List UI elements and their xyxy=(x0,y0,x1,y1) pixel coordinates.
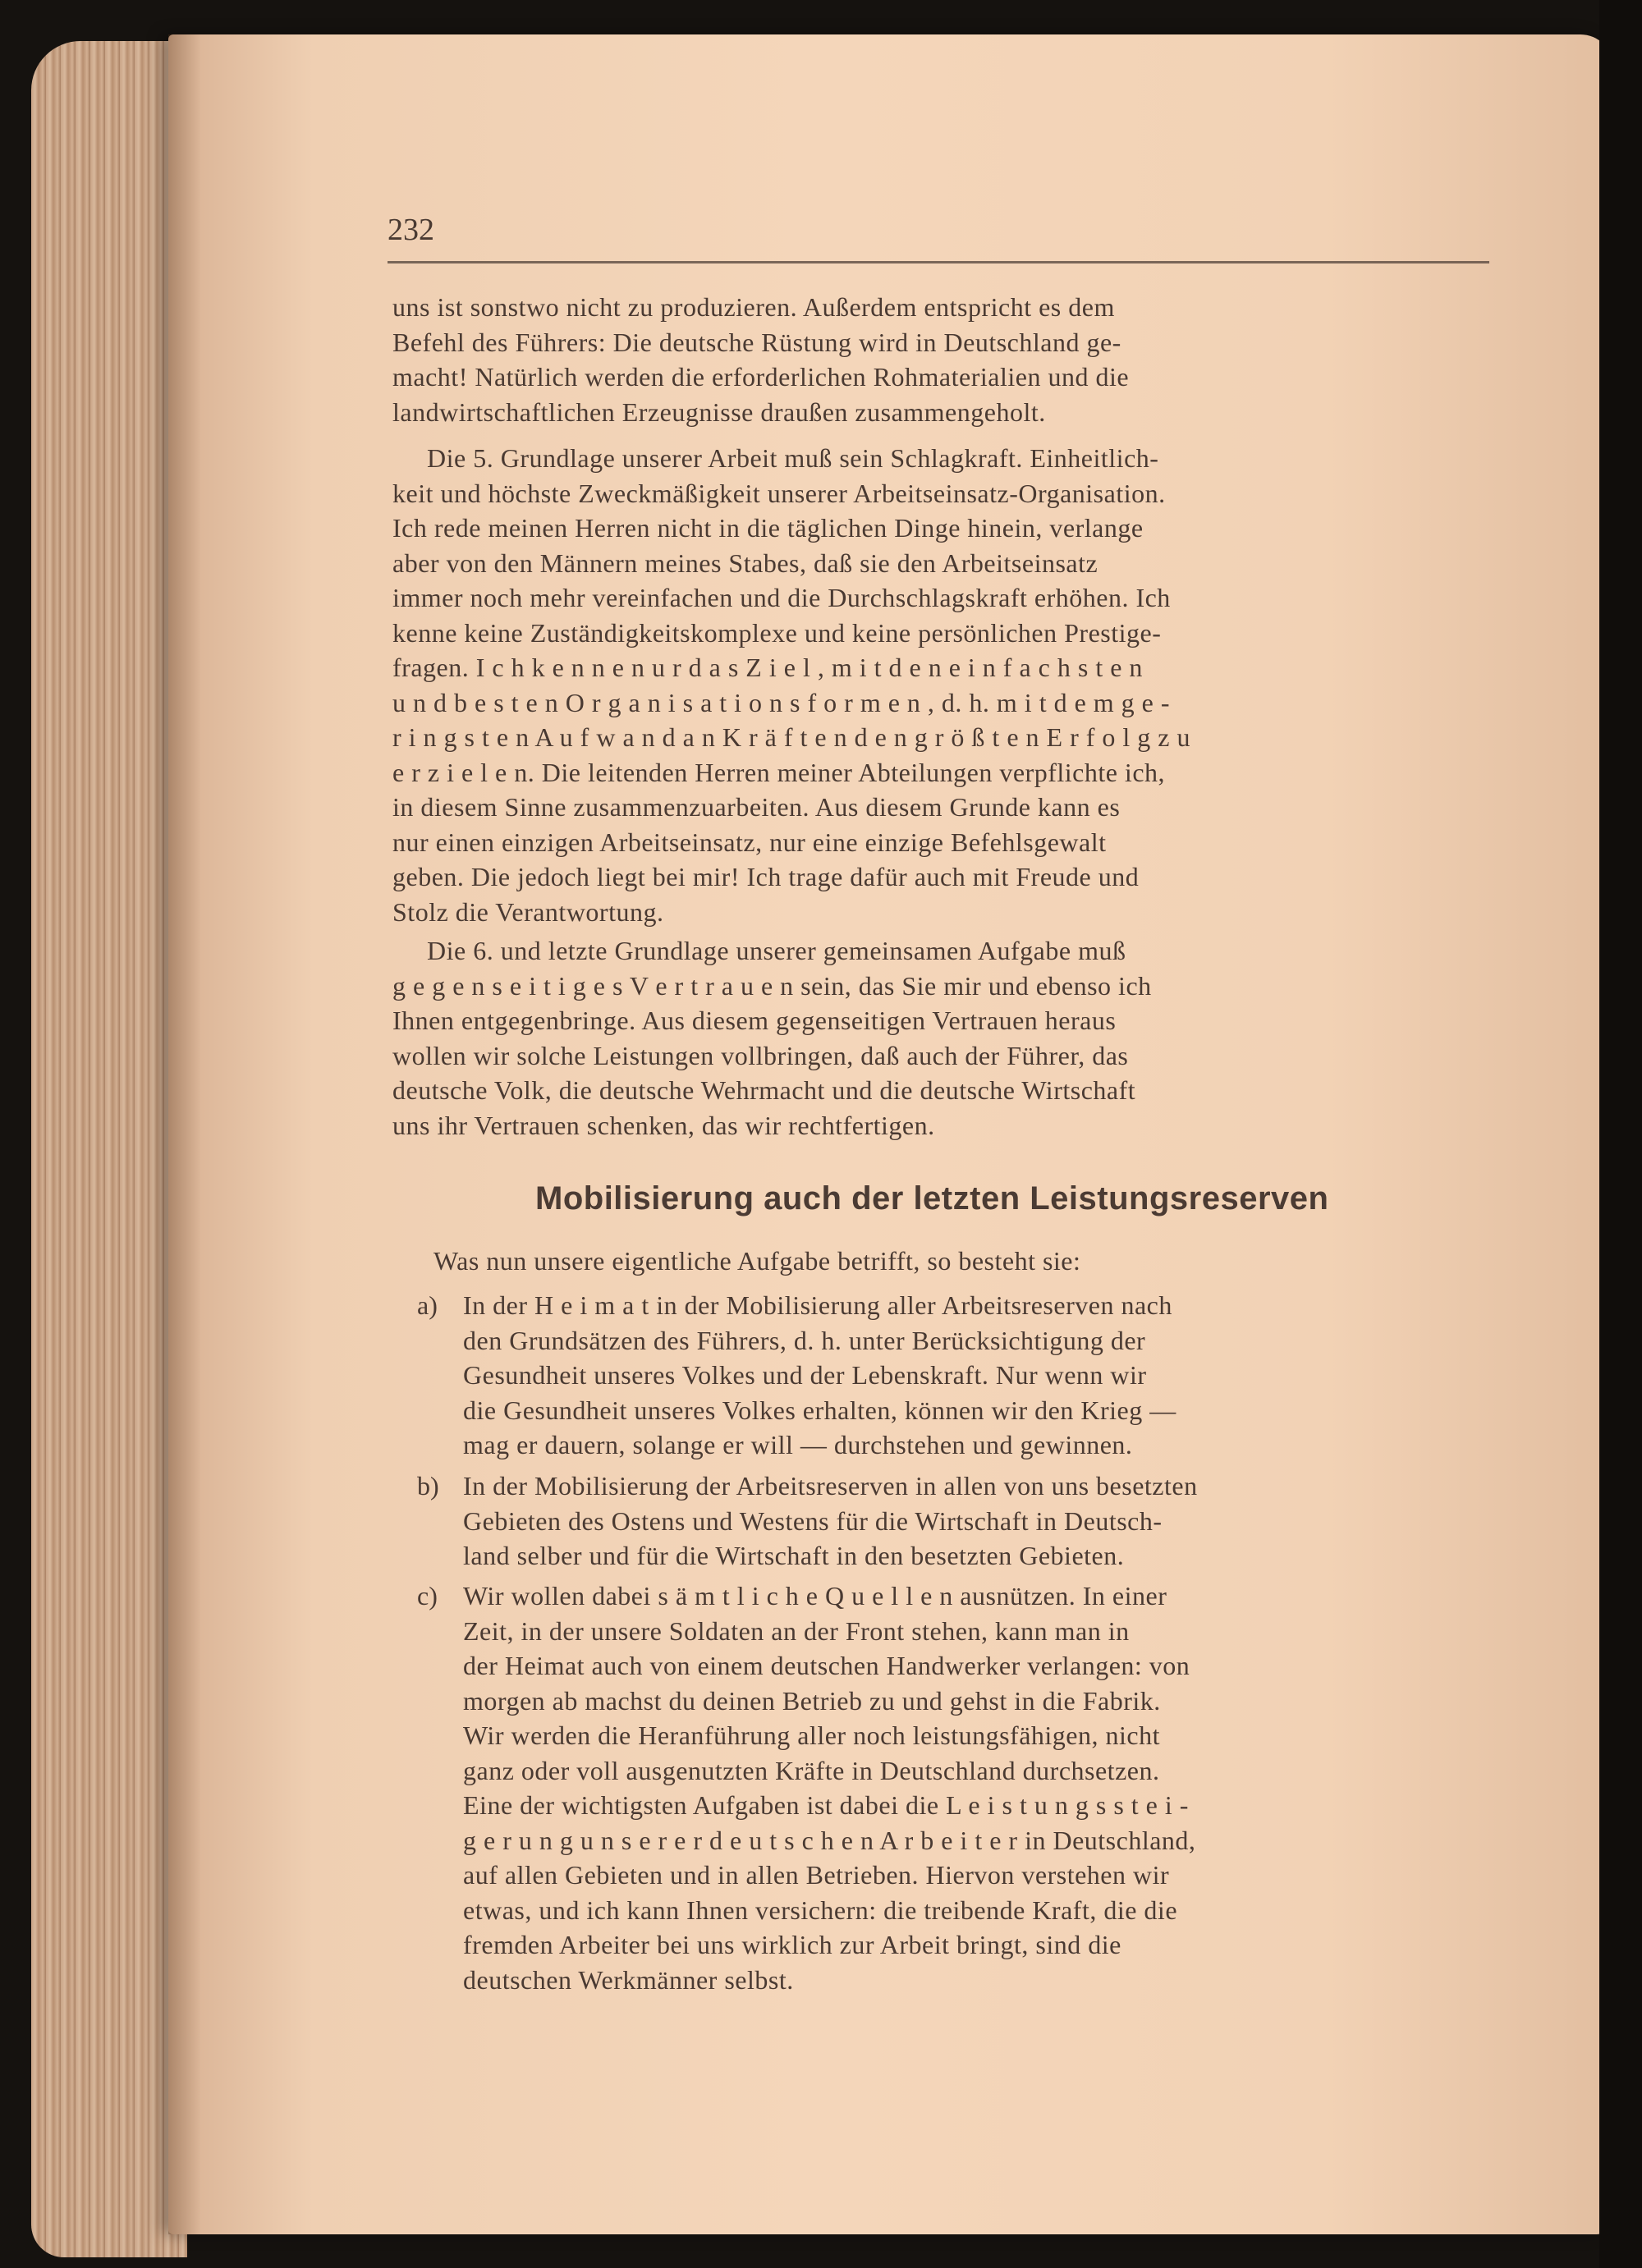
list-item-line: auf allen Gebieten und in allen Betrieben. Hiervon verstehen wir xyxy=(463,1860,1170,1890)
para2-line: aber von den Männern meines Stabes, daß sie den Arbeitseinsatz xyxy=(392,548,1098,578)
para2-line: immer noch mehr vereinfachen und die Durchschlagskraft erhöhen. Ich xyxy=(392,583,1171,612)
list-item-line: In der Mobilisierung der Arbeitsreserven in allen von uns besetzten xyxy=(463,1471,1198,1501)
list-item-line: etwas, und ich kann Ihnen versichern: die treibende Kraft, die die xyxy=(463,1895,1178,1925)
para1-line: macht! Natürlich werden die erforderlichen Rohmaterialien und die xyxy=(392,362,1130,392)
para1-line: landwirtschaftlichen Erzeugnisse draußen zusammengeholt. xyxy=(392,396,1046,427)
list-item-line: g e r u n g u n s e r e r d e u t s c h e n A r b e i t e r in Deutschland, xyxy=(463,1825,1196,1855)
para2-line: e r z i e l e n. Die leitenden Herren meiner Abteilungen verpflichte ich, xyxy=(392,757,1166,787)
para2-line: nur einen einzigen Arbeitseinsatz, nur eine einzige Befehlsgewalt xyxy=(392,827,1107,857)
list-item-line: morgen ab machst du deinen Betrieb zu und gehst in die Fabrik. xyxy=(463,1685,1161,1716)
list-item-line: Zeit, in der unsere Soldaten an der Front stehen, kann man in xyxy=(463,1615,1130,1646)
list-item-line: Gesundheit unseres Volkes und der Lebenskraft. Nur wenn wir xyxy=(463,1360,1147,1390)
gutter-shadow xyxy=(168,34,201,2234)
list-item-line: fremden Arbeiter bei uns wirklich zur Arbeit bringt, sind die xyxy=(463,1930,1121,1959)
para2-line: r i n g s t e n A u f w a n d a n K r ä f t e n d e n g r ö ß t e n E r f o l g z u xyxy=(392,722,1190,752)
para3-line: deutsche Volk, die deutsche Wehrmacht und die deutsche Wirtschaft xyxy=(392,1075,1136,1105)
list-item-line: In der H e i m a t in der Mobilisierung aller Arbeitsreserven nach xyxy=(463,1290,1172,1320)
para3-line: uns ihr Vertrauen schenken, das wir rechtfertigen. xyxy=(392,1110,935,1140)
list-item-line: Gebieten des Ostens und Westens für die Wirtschaft in Deutsch- xyxy=(463,1505,1163,1536)
list-item-line: Eine der wichtigsten Aufgaben ist dabei die L e i s t u n g s s t e i - xyxy=(463,1790,1189,1820)
list-item-line: ganz oder voll ausgenutzten Kräfte in Deutschland durchsetzen. xyxy=(463,1755,1160,1785)
scan-border-right xyxy=(1599,0,1642,2268)
list-marker: b) xyxy=(417,1471,439,1501)
para2-line: Die 5. Grundlage unserer Arbeit muß sein Schlagkraft. Einheitlich- xyxy=(427,443,1159,473)
list-item-line: die Gesundheit unseres Volkes erhalten, können wir den Krieg — xyxy=(463,1395,1176,1425)
para2-line: kenne keine Zuständigkeitskomplexe und keine persönlichen Prestige- xyxy=(392,617,1162,648)
para2-line: Ich rede meinen Herren nicht in die täglichen Dinge hinein, verlange xyxy=(392,513,1144,543)
list-item-line: mag er dauern, solange er will — durchstehen und gewinnen. xyxy=(463,1430,1133,1459)
intro-line: Was nun unsere eigentliche Aufgabe betrifft, so besteht sie: xyxy=(433,1246,1081,1276)
list-item-line: Wir werden die Heranführung aller noch leistungsfähigen, nicht xyxy=(463,1720,1160,1750)
para2-line: keit und höchste Zweckmäßigkeit unserer Arbeitseinsatz-Organisation. xyxy=(392,478,1166,508)
para1-line: Befehl des Führers: Die deutsche Rüstung wird in Deutschland ge- xyxy=(392,327,1121,357)
para2-line: u n d b e s t e n O r g a n i s a t i o n s f o r m e n , d. h. m i t d e m g e - xyxy=(392,687,1171,717)
page-number: 232 xyxy=(388,213,434,247)
section-heading: Mobilisierung auch der letzten Leistungsreserven xyxy=(535,1180,1329,1216)
list-marker: c) xyxy=(417,1581,438,1611)
list-item-line: der Heimat auch von einem deutschen Handwerker verlangen: von xyxy=(463,1651,1190,1680)
list-item-line: deutschen Werkmänner selbst. xyxy=(463,1964,794,1995)
para1-line: uns ist sonstwo nicht zu produzieren. Außerdem entspricht es dem xyxy=(392,292,1115,322)
para2-line: in diesem Sinne zusammenzuarbeiten. Aus diesem Grunde kann es xyxy=(392,792,1121,822)
list-item-line: den Grundsätzen des Führers, d. h. unter Berücksichtigung der xyxy=(463,1325,1146,1355)
page-edge-stack xyxy=(31,41,187,2257)
para3-line: Ihnen entgegenbringe. Aus diesem gegenseitigen Vertrauen heraus xyxy=(392,1006,1117,1035)
para2-line: fragen. I c h k e n n e n u r d a s Z i e l , m i t d e n e i n f a c h s t e n xyxy=(392,653,1143,682)
list-item-line: Wir wollen dabei s ä m t l i c h e Q u e l l e n ausnützen. In einer xyxy=(463,1581,1167,1611)
para2-line: geben. Die jedoch liegt bei mir! Ich trage dafür auch mit Freude und xyxy=(392,862,1140,891)
list-item-line: land selber und für die Wirtschaft in den besetzten Gebieten. xyxy=(463,1541,1125,1570)
list-marker: a) xyxy=(417,1290,438,1320)
header-rule xyxy=(388,261,1489,263)
para2-line: Stolz die Verantwortung. xyxy=(392,896,664,927)
para3-line: wollen wir solche Leistungen vollbringen, daß auch der Führer, das xyxy=(392,1040,1129,1070)
para3-line: Die 6. und letzte Grundlage unserer gemeinsamen Aufgabe muß xyxy=(427,936,1126,965)
para3-line: g e g e n s e i t i g e s V e r t r a u e n sein, das Sie mir und ebenso ich xyxy=(392,970,1152,1001)
